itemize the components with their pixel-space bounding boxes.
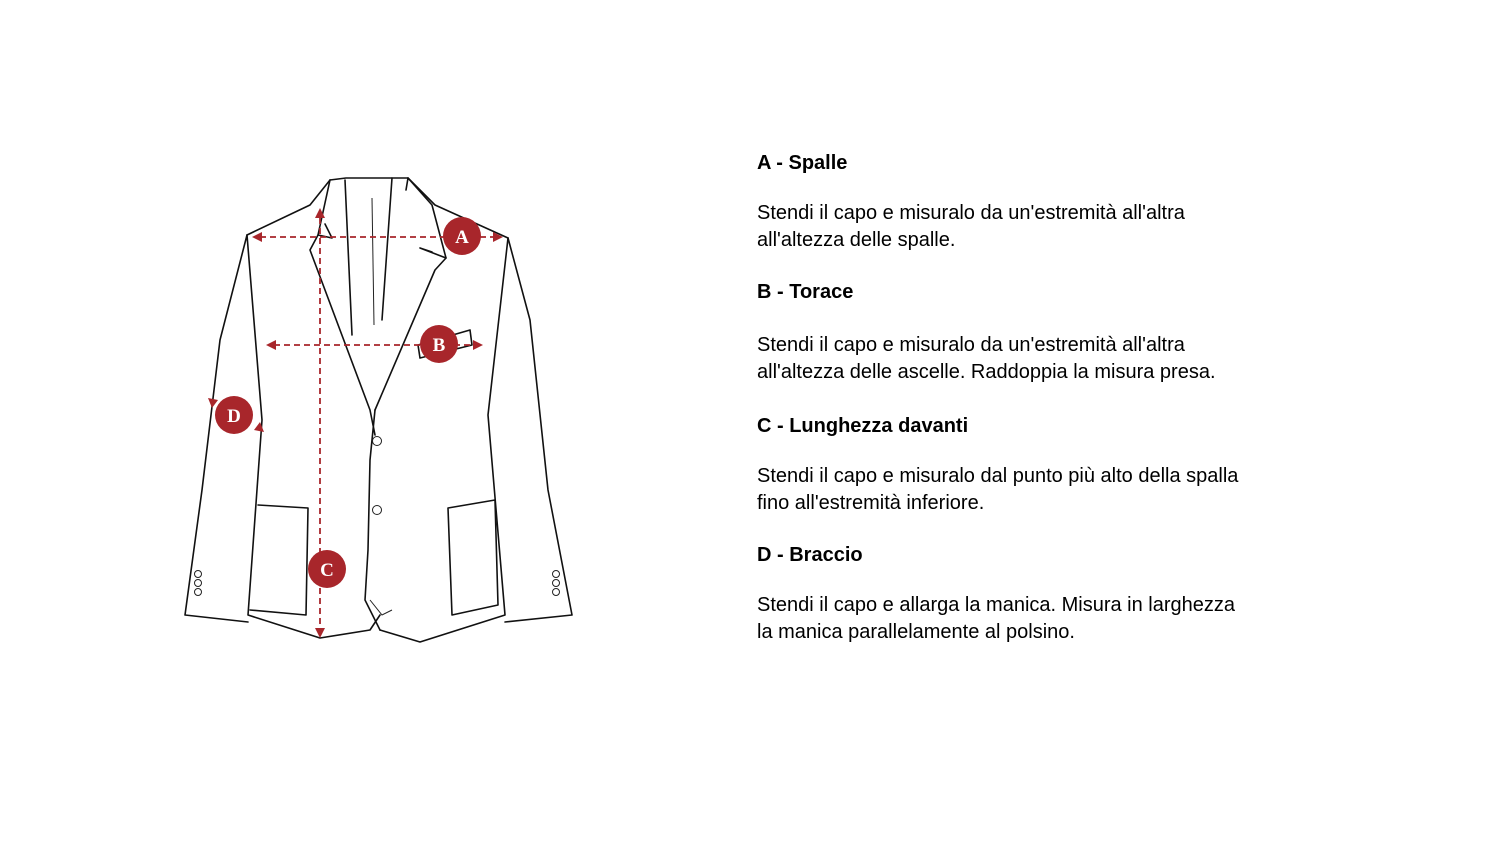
- legend-desc-braccio: [757, 592, 1317, 646]
- jacket-right-sleeve: [505, 238, 572, 622]
- legend-desc-line: fino all'estremità inferiore.: [757, 492, 985, 514]
- jacket-button-1: [373, 437, 382, 446]
- legend-desc-line: all'altezza delle spalle.: [757, 229, 956, 251]
- measure-a-arrow-left: [252, 232, 262, 242]
- legend-desc-line: la manica parallelamente al polsino.: [757, 621, 1075, 643]
- measure-d-arrow-top: [208, 398, 218, 408]
- legend-entry-spalle: [757, 148, 1317, 254]
- legend-entry-lunghezza-davanti: [757, 411, 1317, 517]
- jacket-svg: [170, 160, 590, 660]
- jacket-neck-band: [345, 178, 392, 335]
- legend-desc-line: Stendi il capo e misuralo da un'estremità all'altra: [757, 202, 1185, 224]
- legend-desc-spalle: [757, 200, 1317, 254]
- measurement-legend: [757, 148, 1317, 669]
- legend-desc-line: Stendi il capo e misuralo dal punto più alto della spalla: [757, 465, 1239, 487]
- measure-b-arrow-left: [266, 340, 276, 350]
- measure-b: [266, 325, 483, 363]
- jacket-left-cuff-buttons: [195, 571, 202, 596]
- jacket-collar: [330, 178, 408, 190]
- legend-title-torace: B - Torace: [757, 281, 854, 303]
- measure-d: [208, 396, 264, 434]
- jacket-right-cuff-buttons: [553, 571, 560, 596]
- badge-a-label: A: [455, 227, 469, 248]
- jacket-right-pocket: [448, 500, 498, 615]
- legend-title-braccio: D - Braccio: [757, 544, 863, 566]
- legend-desc-line: Stendi il capo e misuralo da un'estremità all'altra: [757, 334, 1185, 356]
- jacket-right-lapel: [375, 178, 446, 410]
- legend-desc-line: all'altezza delle ascelle. Raddoppia la misura presa.: [757, 361, 1216, 383]
- measure-c: [308, 208, 346, 638]
- legend-desc-torace: [757, 332, 1317, 386]
- legend-title-spalle: A - Spalle: [757, 152, 848, 174]
- jacket-right-notch: [420, 248, 446, 258]
- jacket-diagram: [170, 160, 590, 660]
- jacket-shirt-gap: [370, 600, 392, 615]
- legend-title-lunghezza-davanti: C - Lunghezza davanti: [757, 415, 969, 437]
- badge-c-label: C: [320, 560, 334, 581]
- badge-b-label: B: [432, 335, 446, 356]
- legend-entry-braccio: [757, 540, 1317, 646]
- jacket-left-pocket: [250, 505, 308, 615]
- legend-desc-lunghezza-davanti: [757, 463, 1317, 517]
- measure-a: [252, 217, 503, 255]
- jacket-center-back-seam: [372, 198, 374, 325]
- legend-entry-torace: [757, 277, 1317, 386]
- legend-desc-line: Stendi il capo e allarga la manica. Misura in larghezza: [757, 594, 1236, 616]
- jacket-button-2: [373, 506, 382, 515]
- measure-b-arrow-right: [473, 340, 483, 350]
- badge-d-label: D: [227, 406, 241, 427]
